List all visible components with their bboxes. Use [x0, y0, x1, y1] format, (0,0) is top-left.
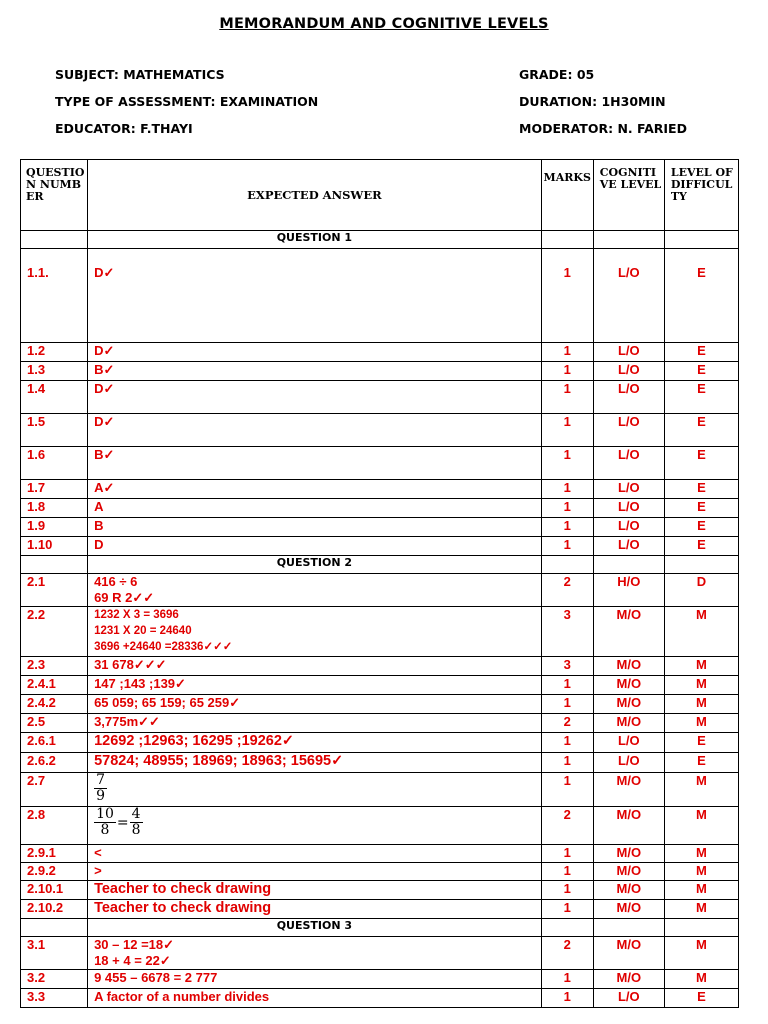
- header-level-of-difficulty: LEVEL OF DIFFICULTY: [664, 160, 738, 231]
- cognitive-level-value: L/O: [593, 537, 664, 556]
- cognitive-level-value: L/O: [593, 480, 664, 499]
- table-row: [21, 937, 739, 970]
- expected-answer: Teacher to check drawing: [88, 900, 542, 919]
- marks-value: 1: [541, 970, 593, 989]
- marks-value: 1: [541, 447, 593, 480]
- expected-answer: D✓: [88, 414, 542, 447]
- marks-value: 1: [541, 881, 593, 900]
- difficulty-value: E: [664, 447, 738, 480]
- marks-value: 2: [541, 714, 593, 733]
- question-number: 2.9.1: [21, 845, 88, 863]
- question-number: 2.8: [21, 807, 88, 845]
- question-number: 2.4.1: [21, 676, 88, 695]
- table-row: [21, 607, 739, 657]
- expected-answer: [88, 574, 542, 607]
- marks-value: 1: [541, 499, 593, 518]
- educator-label: EDUCATOR: F.THAYI: [55, 121, 193, 136]
- fraction-denominator: 8: [100, 822, 110, 838]
- assessment-type-label: TYPE OF ASSESSMENT: EXAMINATION: [55, 94, 319, 109]
- expected-answer: [88, 807, 542, 845]
- cognitive-level-value: M/O: [593, 970, 664, 989]
- cognitive-level-value: L/O: [593, 989, 664, 1008]
- difficulty-value: M: [664, 676, 738, 695]
- difficulty-value: E: [664, 753, 738, 773]
- marks-value: 1: [541, 695, 593, 714]
- moderator-label: MODERATOR: N. FARIED: [519, 121, 687, 136]
- expected-answer: >: [88, 863, 542, 881]
- question-number: 1.3: [21, 362, 88, 381]
- cognitive-level-value: L/O: [593, 499, 664, 518]
- question-number: 1.7: [21, 480, 88, 499]
- section-row: [21, 556, 739, 574]
- section-title: QUESTION 2: [88, 556, 542, 574]
- cognitive-level-value: M/O: [593, 714, 664, 733]
- expected-answer: 147 ;143 ;139✓: [88, 676, 542, 695]
- table-row: [21, 714, 739, 733]
- fraction-numerator: 4: [131, 806, 141, 822]
- cognitive-level-value: M/O: [593, 676, 664, 695]
- question-number: 1.9: [21, 518, 88, 537]
- difficulty-value: M: [664, 695, 738, 714]
- marks-value: 1: [541, 676, 593, 695]
- difficulty-value: M: [664, 773, 738, 807]
- marks-value: 3: [541, 657, 593, 676]
- table-row: [21, 537, 739, 556]
- answer-line: 3696 +24640 =28336✓✓✓: [94, 641, 233, 653]
- difficulty-value: E: [664, 249, 738, 343]
- difficulty-value: D: [664, 574, 738, 607]
- cognitive-level-value: M/O: [593, 881, 664, 900]
- table-row: [21, 733, 739, 753]
- answer-line: 30 – 12 =18✓: [94, 937, 175, 952]
- expected-answer: 57824; 48955; 18969; 18963; 15695✓: [88, 753, 542, 773]
- memorandum-table: [20, 159, 739, 1008]
- cognitive-level-value: M/O: [593, 845, 664, 863]
- difficulty-value: M: [664, 937, 738, 970]
- question-number: 1.1.: [21, 249, 88, 343]
- marks-value: 1: [541, 362, 593, 381]
- question-number: 2.4.2: [21, 695, 88, 714]
- question-number: 2.3: [21, 657, 88, 676]
- marks-value: 1: [541, 753, 593, 773]
- expected-answer: <: [88, 845, 542, 863]
- table-row: [21, 807, 739, 845]
- question-number: 2.7: [21, 773, 88, 807]
- expected-answer: B✓: [88, 447, 542, 480]
- marks-value: 1: [541, 845, 593, 863]
- cognitive-level-value: L/O: [593, 518, 664, 537]
- cognitive-level-value: L/O: [593, 447, 664, 480]
- cognitive-level-value: M/O: [593, 773, 664, 807]
- expected-answer: D✓: [88, 249, 542, 343]
- difficulty-value: M: [664, 970, 738, 989]
- cognitive-level-value: L/O: [593, 733, 664, 753]
- difficulty-value: E: [664, 362, 738, 381]
- expected-answer: 65 059; 65 159; 65 259✓: [88, 695, 542, 714]
- header-marks: MARKS: [541, 160, 593, 231]
- fraction: [94, 807, 116, 838]
- marks-value: 1: [541, 773, 593, 807]
- difficulty-value: M: [664, 607, 738, 657]
- cognitive-level-value: M/O: [593, 900, 664, 919]
- table-row: [21, 970, 739, 989]
- expected-answer: A: [88, 499, 542, 518]
- fraction: [94, 773, 107, 804]
- fraction-denominator: 8: [131, 822, 141, 838]
- difficulty-value: M: [664, 881, 738, 900]
- question-number: 2.9.2: [21, 863, 88, 881]
- question-number: 1.2: [21, 343, 88, 362]
- marks-value: 1: [541, 863, 593, 881]
- difficulty-value: E: [664, 733, 738, 753]
- question-number: 3.3: [21, 989, 88, 1008]
- table-row: [21, 773, 739, 807]
- expected-answer: B: [88, 518, 542, 537]
- table-row: [21, 753, 739, 773]
- fraction-numerator: 10: [96, 806, 114, 822]
- difficulty-value: E: [664, 480, 738, 499]
- expected-answer: D✓: [88, 343, 542, 362]
- answer-line: 69 R 2✓✓: [94, 590, 155, 605]
- expected-answer: A✓: [88, 480, 542, 499]
- answer-line: 1232 X 3 = 3696: [94, 609, 179, 621]
- cognitive-level-value: M/O: [593, 863, 664, 881]
- table-header-row: [21, 160, 739, 231]
- table-row: [21, 574, 739, 607]
- cognitive-level-value: M/O: [593, 807, 664, 845]
- table-row: [21, 249, 739, 343]
- question-number: 1.10: [21, 537, 88, 556]
- header-expected-answer: EXPECTED ANSWER: [88, 160, 542, 231]
- question-number: 3.1: [21, 937, 88, 970]
- question-number: 2.10.1: [21, 881, 88, 900]
- marks-value: 1: [541, 733, 593, 753]
- expected-answer: 3,775m✓✓: [88, 714, 542, 733]
- section-title: QUESTION 3: [88, 919, 542, 937]
- question-number: 3.2: [21, 970, 88, 989]
- cognitive-level-value: M/O: [593, 937, 664, 970]
- table-row: [21, 518, 739, 537]
- table-row: [21, 989, 739, 1008]
- table-row: [21, 447, 739, 480]
- question-number: 2.2: [21, 607, 88, 657]
- difficulty-value: E: [664, 537, 738, 556]
- marks-value: 2: [541, 807, 593, 845]
- expected-answer: 31 678✓✓✓: [88, 657, 542, 676]
- difficulty-value: E: [664, 343, 738, 362]
- table-row: [21, 845, 739, 863]
- fraction-numerator: 7: [96, 772, 105, 788]
- section-row: [21, 231, 739, 249]
- marks-value: 1: [541, 414, 593, 447]
- cognitive-level-value: L/O: [593, 753, 664, 773]
- table-row: [21, 900, 739, 919]
- difficulty-value: E: [664, 414, 738, 447]
- answer-line: 1231 X 20 = 24640: [94, 625, 192, 637]
- difficulty-value: E: [664, 989, 738, 1008]
- question-number: 2.1: [21, 574, 88, 607]
- table-row: [21, 414, 739, 447]
- expected-answer: D: [88, 537, 542, 556]
- header-cognitive-level: COGNITIVE LEVEL: [593, 160, 664, 231]
- question-number: 2.6.2: [21, 753, 88, 773]
- section-row: [21, 919, 739, 937]
- question-number: 1.6: [21, 447, 88, 480]
- subject-label: SUBJECT: MATHEMATICS: [55, 67, 225, 82]
- table-row: [21, 676, 739, 695]
- difficulty-value: M: [664, 863, 738, 881]
- expected-answer: B✓: [88, 362, 542, 381]
- fraction: [130, 807, 143, 838]
- cognitive-level-value: L/O: [593, 414, 664, 447]
- expected-answer: 9 455 – 6678 = 2 777: [88, 970, 542, 989]
- equals-sign: =: [116, 814, 129, 831]
- marks-value: 1: [541, 249, 593, 343]
- duration-label: DURATION: 1H30MIN: [519, 94, 666, 109]
- cognitive-level-value: H/O: [593, 574, 664, 607]
- question-number: 1.8: [21, 499, 88, 518]
- table-row: [21, 863, 739, 881]
- table-row: [21, 695, 739, 714]
- marks-value: 1: [541, 989, 593, 1008]
- table-row: [21, 480, 739, 499]
- table-row: [21, 362, 739, 381]
- table-row: [21, 343, 739, 362]
- answer-line: 18 + 4 = 22✓: [94, 953, 171, 968]
- cognitive-level-value: L/O: [593, 249, 664, 343]
- marks-value: 1: [541, 343, 593, 362]
- marks-value: 1: [541, 381, 593, 414]
- marks-value: 1: [541, 518, 593, 537]
- table-row: [21, 881, 739, 900]
- expected-answer: A factor of a number divides: [88, 989, 542, 1008]
- cognitive-level-value: M/O: [593, 695, 664, 714]
- table-row: [21, 381, 739, 414]
- difficulty-value: M: [664, 900, 738, 919]
- answer-line: 416 ÷ 6: [94, 574, 138, 589]
- expected-answer: Teacher to check drawing: [88, 881, 542, 900]
- fraction-denominator: 9: [96, 788, 105, 804]
- difficulty-value: E: [664, 499, 738, 518]
- difficulty-value: M: [664, 807, 738, 845]
- marks-value: 2: [541, 937, 593, 970]
- marks-value: 2: [541, 574, 593, 607]
- question-number: 2.5: [21, 714, 88, 733]
- expected-answer: D✓: [88, 381, 542, 414]
- cognitive-level-value: M/O: [593, 657, 664, 676]
- cognitive-level-value: L/O: [593, 343, 664, 362]
- expected-answer: [88, 773, 542, 807]
- question-number: 1.5: [21, 414, 88, 447]
- marks-value: 1: [541, 900, 593, 919]
- question-number: 2.6.1: [21, 733, 88, 753]
- marks-value: 1: [541, 480, 593, 499]
- question-number: 1.4: [21, 381, 88, 414]
- header-question-number: QUESTION NUMBER: [21, 160, 88, 231]
- difficulty-value: M: [664, 714, 738, 733]
- cognitive-level-value: L/O: [593, 362, 664, 381]
- cognitive-level-value: M/O: [593, 607, 664, 657]
- expected-answer: 12692 ;12963; 16295 ;19262✓: [88, 733, 542, 753]
- question-number: 2.10.2: [21, 900, 88, 919]
- marks-value: 1: [541, 537, 593, 556]
- expected-answer: [88, 607, 542, 657]
- expected-answer: [88, 937, 542, 970]
- difficulty-value: E: [664, 518, 738, 537]
- table-row: [21, 657, 739, 676]
- page-title: MEMORANDUM AND COGNITIVE LEVELS: [219, 16, 549, 32]
- difficulty-value: M: [664, 845, 738, 863]
- difficulty-value: E: [664, 381, 738, 414]
- section-title: QUESTION 1: [88, 231, 542, 249]
- cognitive-level-value: L/O: [593, 381, 664, 414]
- table-row: [21, 499, 739, 518]
- difficulty-value: M: [664, 657, 738, 676]
- marks-value: 3: [541, 607, 593, 657]
- grade-label: GRADE: 05: [519, 67, 595, 82]
